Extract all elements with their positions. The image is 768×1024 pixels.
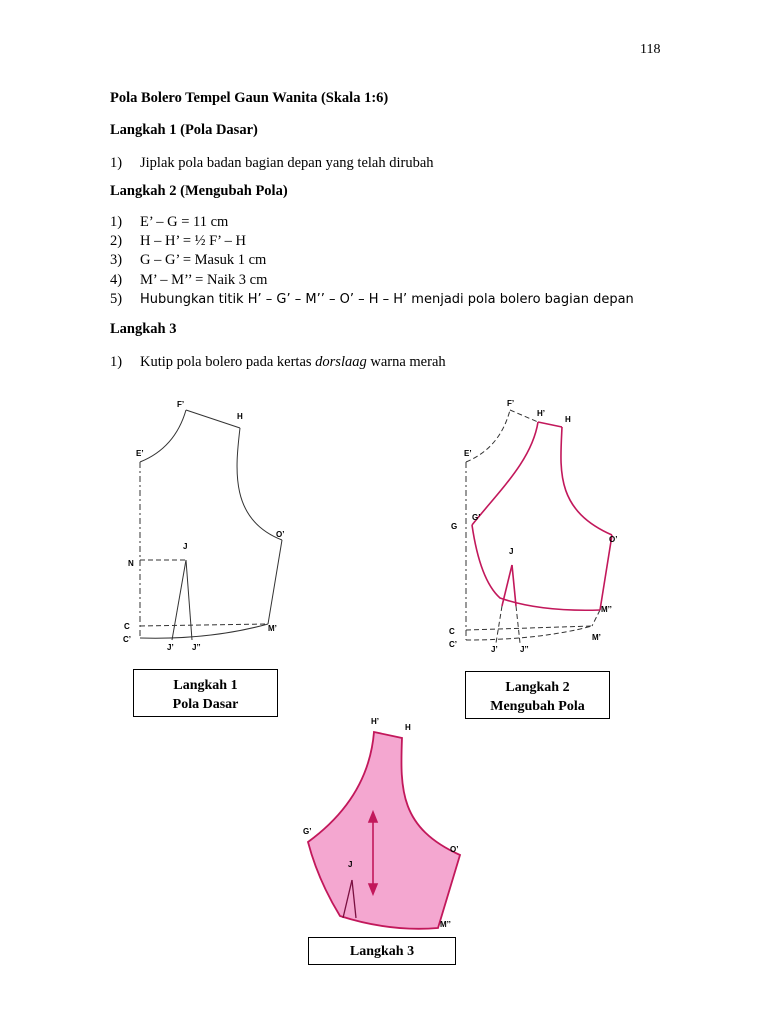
- fig2-side-lower: [592, 610, 600, 626]
- label-j: J: [348, 860, 353, 869]
- label-j1: J’: [167, 643, 174, 652]
- label-j2: J’’: [192, 643, 201, 652]
- label-g1: G’: [472, 513, 481, 522]
- caption-langkah-3: [308, 937, 456, 965]
- label-c2: C’: [449, 640, 457, 649]
- dart-right: [186, 560, 192, 640]
- label-m: M’: [592, 633, 601, 642]
- item-text-italic: dorslaag: [315, 354, 367, 370]
- fig2-dart-right: [512, 565, 516, 606]
- label-h: H: [237, 412, 243, 421]
- label-e: E’: [464, 449, 472, 458]
- item-text: H – H’ = ½ F’ – H: [140, 233, 246, 249]
- document-title: Pola Bolero Tempel Gaun Wanita (Skala 1:6): [110, 90, 389, 106]
- label-m2: M’’: [601, 605, 612, 614]
- fig2-waist-c: [466, 626, 592, 630]
- item-text: Kutip pola bolero pada kertas: [140, 354, 316, 370]
- caption-langkah-1: [133, 669, 278, 717]
- item-number: 2): [110, 233, 123, 249]
- dart-left: [172, 560, 186, 640]
- fig2-shoulder-dashed: [510, 410, 538, 422]
- fig3-bolero-shape: [308, 732, 460, 929]
- step1-heading: Langkah 1 (Pola Dasar): [110, 122, 258, 138]
- label-j1: J’: [491, 645, 498, 654]
- waist-line-c: [140, 624, 268, 626]
- label-f: F’: [177, 400, 185, 409]
- label-c2: C’: [123, 635, 131, 644]
- side-seam: [268, 540, 282, 624]
- caption-line: Mengubah Pola: [490, 699, 585, 714]
- item-number: 3): [110, 252, 123, 268]
- item-number: 1): [110, 155, 123, 171]
- label-g1: G’: [303, 827, 312, 836]
- item-text: Jiplak pola badan bagian depan yang telah dirubah: [140, 155, 434, 171]
- caption-line: Langkah 3: [349, 944, 415, 959]
- shoulder-line: [186, 410, 240, 428]
- fig2-dart-lower-left: [496, 606, 502, 643]
- fig2-front-curve: [472, 422, 538, 525]
- caption-line: Langkah 1: [173, 678, 238, 693]
- label-g: G: [451, 522, 458, 531]
- label-j: J: [183, 542, 188, 551]
- item-number: 1): [110, 354, 123, 370]
- caption-line: Langkah 2: [505, 680, 570, 695]
- item-number: 4): [110, 272, 123, 288]
- label-o: O’: [276, 530, 285, 539]
- item-number: 5): [110, 291, 123, 307]
- label-f: F’: [507, 399, 515, 408]
- step3-heading: Langkah 3: [110, 321, 177, 337]
- caption-line: Pola Dasar: [172, 697, 239, 712]
- fig2-side-new: [600, 535, 612, 610]
- step2-heading: Langkah 2 (Mengubah Pola): [110, 183, 288, 199]
- item-text: warna merah: [366, 354, 446, 370]
- label-j2: J’’: [520, 645, 529, 654]
- page-number: 118: [640, 42, 661, 57]
- item-number: 1): [110, 214, 123, 230]
- item-text: Hubungkan titik H’ – G’ – M’’ – O’ – H – H’ menjadi pola bolero bagian depan: [140, 292, 634, 307]
- fig2-waist-c2: [466, 626, 592, 640]
- label-h: H: [565, 415, 571, 424]
- fig2-hem-curve: [472, 525, 600, 610]
- label-h1: H’: [371, 717, 379, 726]
- label-e: E’: [136, 449, 144, 458]
- label-h: H: [405, 723, 411, 732]
- label-m2: M’’: [440, 920, 451, 929]
- fig2-dart-lower-right: [516, 606, 520, 643]
- item-text: E’ – G = 11 cm: [140, 214, 229, 230]
- fig2-neckline-dashed: [466, 410, 510, 462]
- item-text: G – G’ = Masuk 1 cm: [140, 252, 267, 268]
- item-text: M’ – M’’ = Naik 3 cm: [140, 272, 268, 288]
- label-n: N: [128, 559, 134, 568]
- neckline: [140, 410, 186, 462]
- fig2-shoulder-new: [538, 422, 562, 427]
- label-o: O’: [609, 535, 618, 544]
- label-m: M’: [268, 624, 277, 633]
- label-c: C: [124, 622, 130, 631]
- label-j: J: [509, 547, 514, 556]
- fig2-armhole-new: [561, 427, 612, 535]
- armhole-curve: [237, 428, 285, 540]
- label-c: C: [449, 627, 455, 636]
- label-h1: H’: [537, 409, 545, 418]
- label-o: O’: [450, 845, 459, 854]
- caption-langkah-2: [465, 671, 610, 719]
